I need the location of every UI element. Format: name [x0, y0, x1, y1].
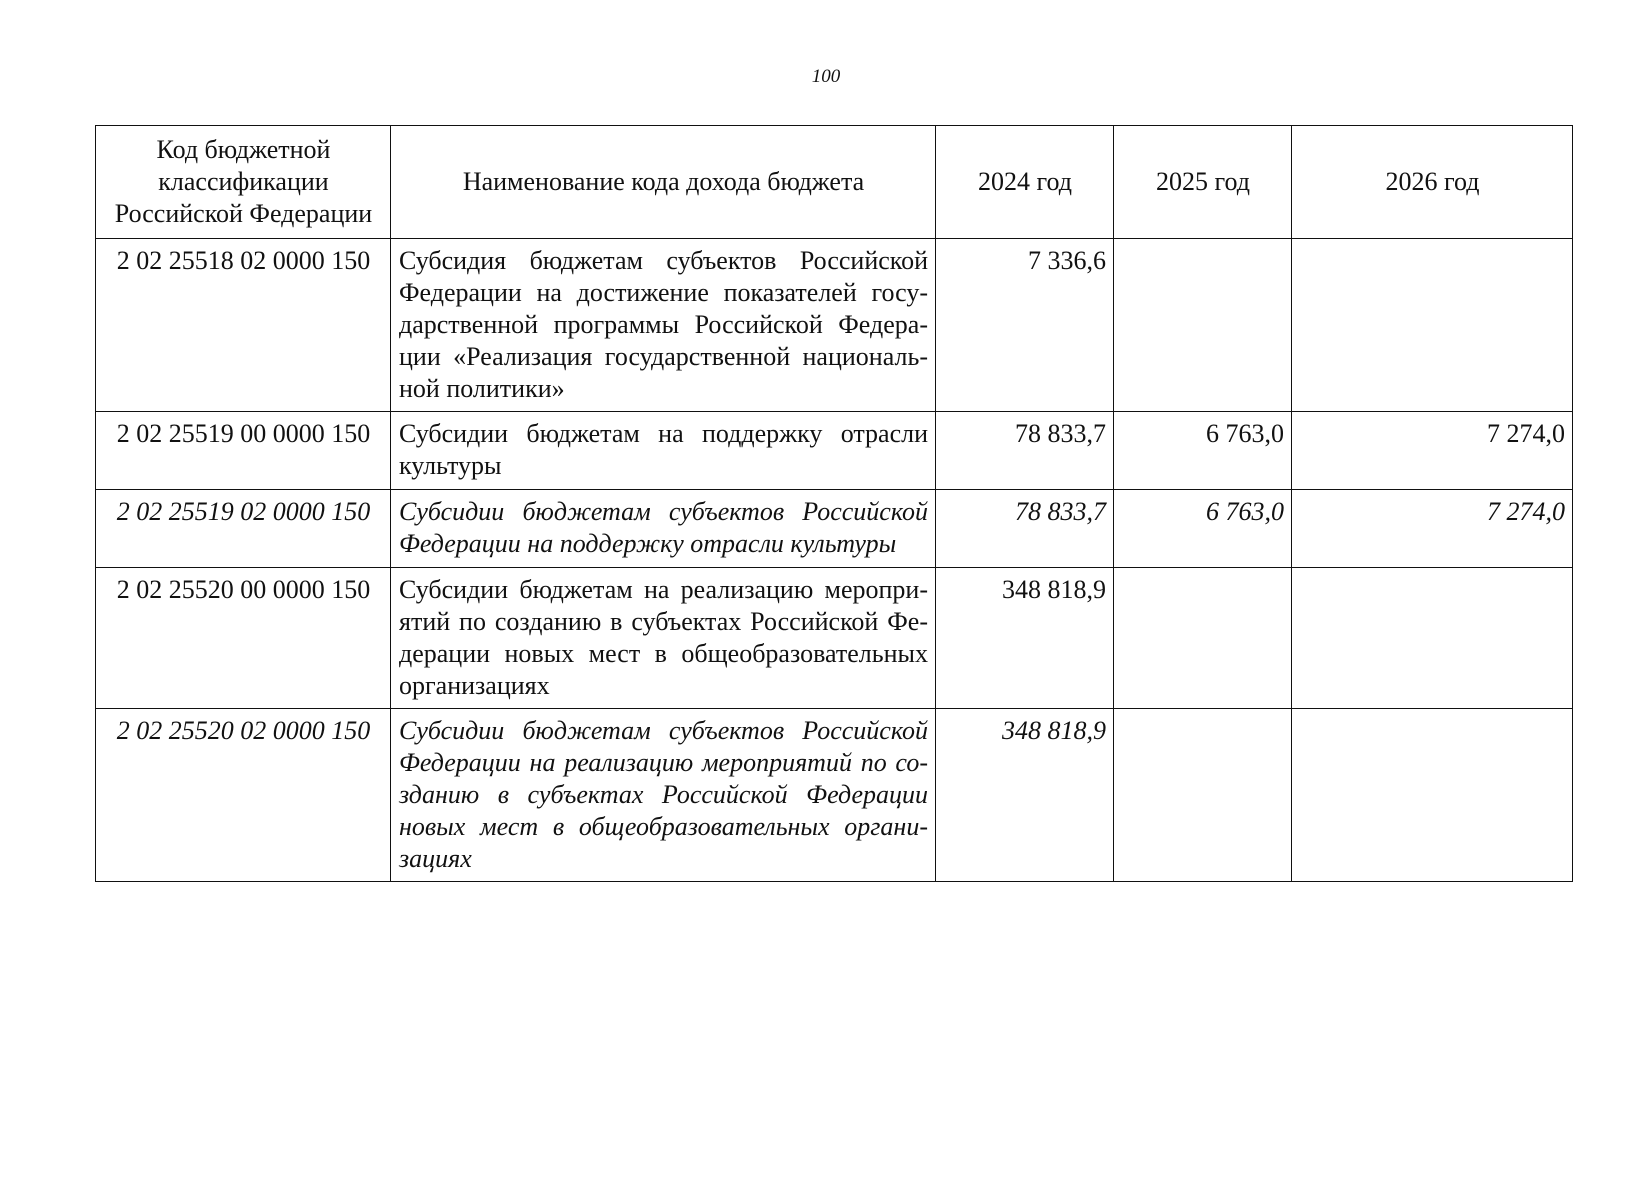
table-row [96, 709, 1573, 882]
row-value-2024: 348 818,9 [936, 568, 1114, 709]
row-value-2026: 7 274,0 [1292, 412, 1573, 490]
table-row [96, 239, 1573, 412]
row-value-2025: 6 763,0 [1114, 412, 1292, 490]
budget-revenue-table [95, 125, 1573, 882]
row-value-2024: 78 833,7 [936, 490, 1114, 568]
header-2025: 2025 год [1114, 126, 1292, 239]
header-code: Код бюджетной классификации Российской Федерации [96, 126, 391, 239]
header-name: Наименование кода дохода бюджета [391, 126, 936, 239]
row-value-2026 [1292, 709, 1573, 882]
row-name: Субсидии бюджетам субъектов Российской Федерации на поддержку отрасли культуры [391, 490, 936, 568]
row-value-2025 [1114, 709, 1292, 882]
row-value-2024: 78 833,7 [936, 412, 1114, 490]
table-row [96, 568, 1573, 709]
table-header-row [96, 126, 1573, 239]
row-name: Субсидия бюджетам субъектов Российской Федерации на достижение показателей государственной программы Российской Федерации «Реализация государственной национальной политики» [391, 239, 936, 412]
row-value-2026 [1292, 568, 1573, 709]
row-value-2026: 7 274,0 [1292, 490, 1573, 568]
row-value-2025: 6 763,0 [1114, 490, 1292, 568]
header-2026: 2026 год [1292, 126, 1573, 239]
row-value-2025 [1114, 568, 1292, 709]
header-2024: 2024 год [936, 126, 1114, 239]
page-number: 100 [811, 66, 841, 87]
row-code: 2 02 25519 00 0000 150 [96, 412, 391, 490]
row-code: 2 02 25518 02 0000 150 [96, 239, 391, 412]
row-value-2024: 348 818,9 [936, 709, 1114, 882]
row-code: 2 02 25520 02 0000 150 [96, 709, 391, 882]
row-code: 2 02 25520 00 0000 150 [96, 568, 391, 709]
row-value-2026 [1292, 239, 1573, 412]
row-name: Субсидии бюджетам на поддержку отрасли культуры [391, 412, 936, 490]
table-row [96, 412, 1573, 490]
row-value-2024: 7 336,6 [936, 239, 1114, 412]
row-code: 2 02 25519 02 0000 150 [96, 490, 391, 568]
row-value-2025 [1114, 239, 1292, 412]
table-row [96, 490, 1573, 568]
row-name: Субсидии бюджетам субъектов Российской Федерации на реализацию мероприятий по созданию в субъектах Российской Федерации новых мест в общеобразовательных организациях [391, 709, 936, 882]
row-name: Субсидии бюджетам на реализацию мероприятий по созданию в субъектах Российской Федерации новых мест в общеобразовательных организациях [391, 568, 936, 709]
